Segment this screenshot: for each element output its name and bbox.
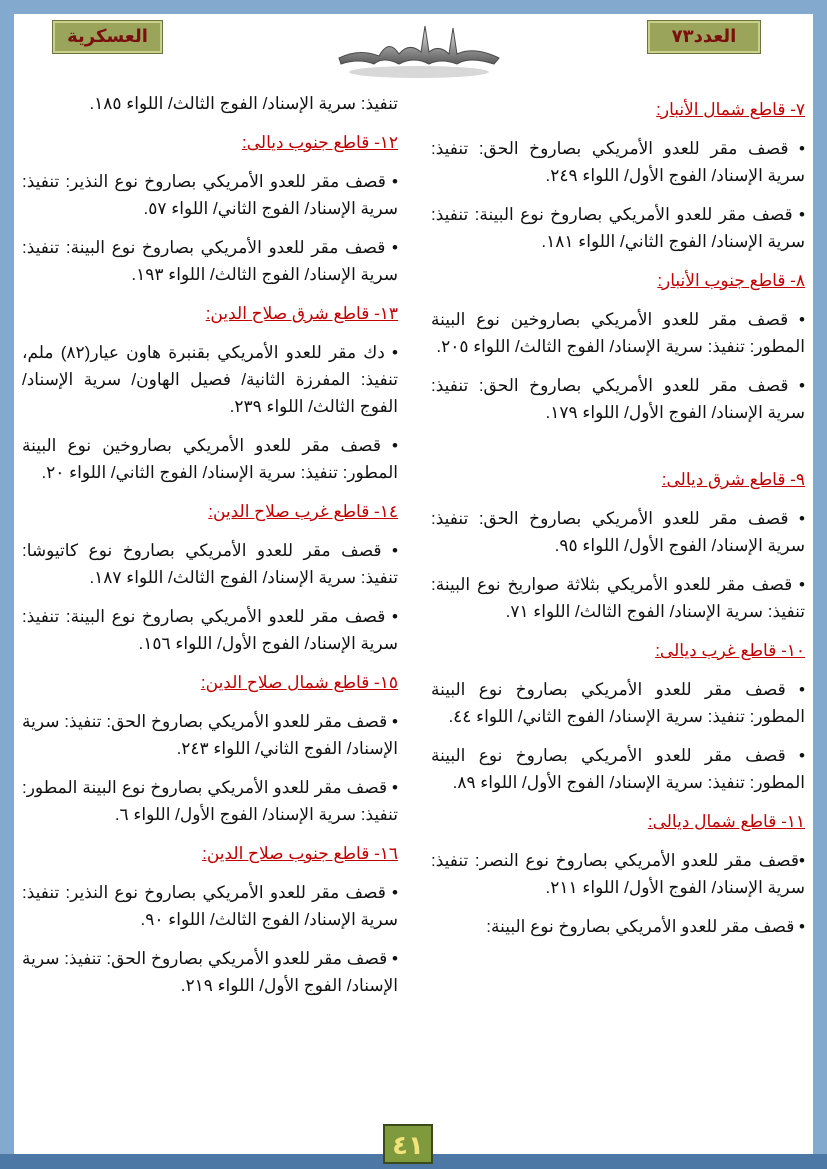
section-heading: ٨- قاطع جنوب الأنبار: [657, 271, 805, 290]
logo-calligraphy-icon [329, 18, 509, 80]
report-item: • قصف مقر للعدو الأمريكي بصاروخ نوع كاتيوشا: تنفيذ: سرية الإسناد/ الفوج الثالث/ اللواء ١٨٧. [22, 541, 398, 587]
report-item: • قصف مقر للعدو الأمريكي بثلاثة صواريخ نوع البينة: تنفيذ: سرية الإسناد/ الفوج الثالث/ اللواء ٧١. [431, 575, 805, 621]
report-item: • قصف مقر للعدو الأمريكي بصاروخ الحق: تنفيذ: سرية الإسناد/ الفوج الأول/ اللواء ١٧٩. [431, 376, 805, 422]
left-column [22, 90, 398, 1011]
section-heading: ١٢- قاطع جنوب ديالى: [242, 133, 398, 152]
report-item: • قصف مقر للعدو الأمريكي بصاروخ نوع النذير: تنفيذ: سرية الإسناد/ الفوج الثاني/ اللواء ٥٧. [22, 172, 398, 218]
report-item: • قصف مقر للعدو الأمريكي بصاروخ نوع البينة المطور: تنفيذ: سرية الإسناد/ الفوج الأول/ اللواء ٦. [22, 778, 398, 824]
report-item: • قصف مقر للعدو الأمريكي بصاروخ الحق: تنفيذ: سرية الإسناد/ الفوج الأول/ اللواء ٢١٩. [22, 949, 398, 995]
report-item: • قصف مقر للعدو الأمريكي بصاروخين نوع البينة المطور: تنفيذ: سرية الإسناد/ الفوج الثاني/ اللواء ٢٠. [22, 436, 398, 482]
report-item: تنفيذ: سرية الإسناد/ الفوج الثالث/ اللواء ١٨٥. [89, 94, 398, 113]
page-header [14, 14, 813, 86]
report-item: •قصف مقر للعدو الأمريكي بصاروخ نوع النصر: تنفيذ: سرية الإسناد/ الفوج الأول/ اللواء ٢١١. [431, 851, 805, 897]
report-item: • قصف مقر للعدو الأمريكي بصاروخ نوع البينة: تنفيذ: سرية الإسناد/ الفوج الثاني/ اللواء ١٨١. [431, 205, 805, 251]
report-item: • قصف مقر للعدو الأمريكي بصاروخ نوع البينة المطور: تنفيذ: سرية الإسناد/ الفوج الأول/ اللواء ٨٩. [431, 746, 805, 792]
section-badge: العسكرية [52, 20, 163, 54]
report-item: • قصف مقر للعدو الأمريكي بصاروخ الحق: تنفيذ: سرية الإسناد/ الفوج الأول/ اللواء ٩٥. [431, 509, 805, 555]
report-item: • قصف مقر للعدو الأمريكي بصاروخ الحق: تنفيذ: سرية الإسناد/ الفوج الثاني/ اللواء ٢٤٣. [22, 712, 398, 758]
report-item: • قصف مقر للعدو الأمريكي بصاروخ نوع النذير: تنفيذ: سرية الإسناد/ الفوج الثالث/ اللواء ٩٠. [22, 883, 398, 929]
report-item: • قصف مقر للعدو الأمريكي بصاروخ نوع البينة: [486, 917, 805, 936]
section-heading: ١١- قاطع شمال ديالى: [647, 812, 805, 831]
right-column [431, 96, 805, 952]
section-heading: ١٣- قاطع شرق صلاح الدين: [205, 304, 398, 323]
section-heading: ١٤- قاطع غرب صلاح الدين: [208, 502, 398, 521]
magazine-logo [329, 18, 509, 80]
report-item: • قصف مقر للعدو الأمريكي بصاروخ نوع البينة المطور: تنفيذ: سرية الإسناد/ الفوج الثاني/ اللواء ٤٤. [431, 680, 805, 726]
section-heading: ١٦- قاطع جنوب صلاح الدين: [202, 844, 398, 863]
report-item: • دك مقر للعدو الأمريكي بقنبرة هاون عيار(٨٢) ملم، تنفيذ: المفرزة الثانية/ فصيل الهاون/ سرية الإسناد/ الفوج الثالث/ اللواء ٢٣٩. [22, 343, 398, 416]
report-item: • قصف مقر للعدو الأمريكي بصاروخ الحق: تنفيذ: سرية الإسناد/ الفوج الأول/ اللواء ٢٤٩. [431, 139, 805, 185]
section-heading: ١٠- قاطع غرب ديالى: [655, 641, 805, 660]
section-heading: ٧- قاطع شمال الأنبار: [656, 100, 805, 119]
report-item: • قصف مقر للعدو الأمريكي بصاروخ نوع البينة: تنفيذ: سرية الإسناد/ الفوج الثالث/ اللواء ١٩٣. [22, 238, 398, 284]
report-item: • قصف مقر للعدو الأمريكي بصاروخ نوع البينة: تنفيذ: سرية الإسناد/ الفوج الأول/ اللواء ١٥٦. [22, 607, 398, 653]
section-heading: ٩- قاطع شرق ديالى: [661, 470, 805, 489]
section-heading: ١٥- قاطع شمال صلاح الدين: [200, 673, 398, 692]
page-number: ٤١ [383, 1124, 433, 1164]
issue-number-badge: العدد٧٣ [647, 20, 761, 54]
svg-text:النقشبندية: النقشبندية [419, 48, 424, 49]
report-item: • قصف مقر للعدو الأمريكي بصاروخين نوع البينة المطور: تنفيذ: سرية الإسناد/ الفوج الثالث/ اللواء ٢٠٥. [431, 310, 805, 356]
